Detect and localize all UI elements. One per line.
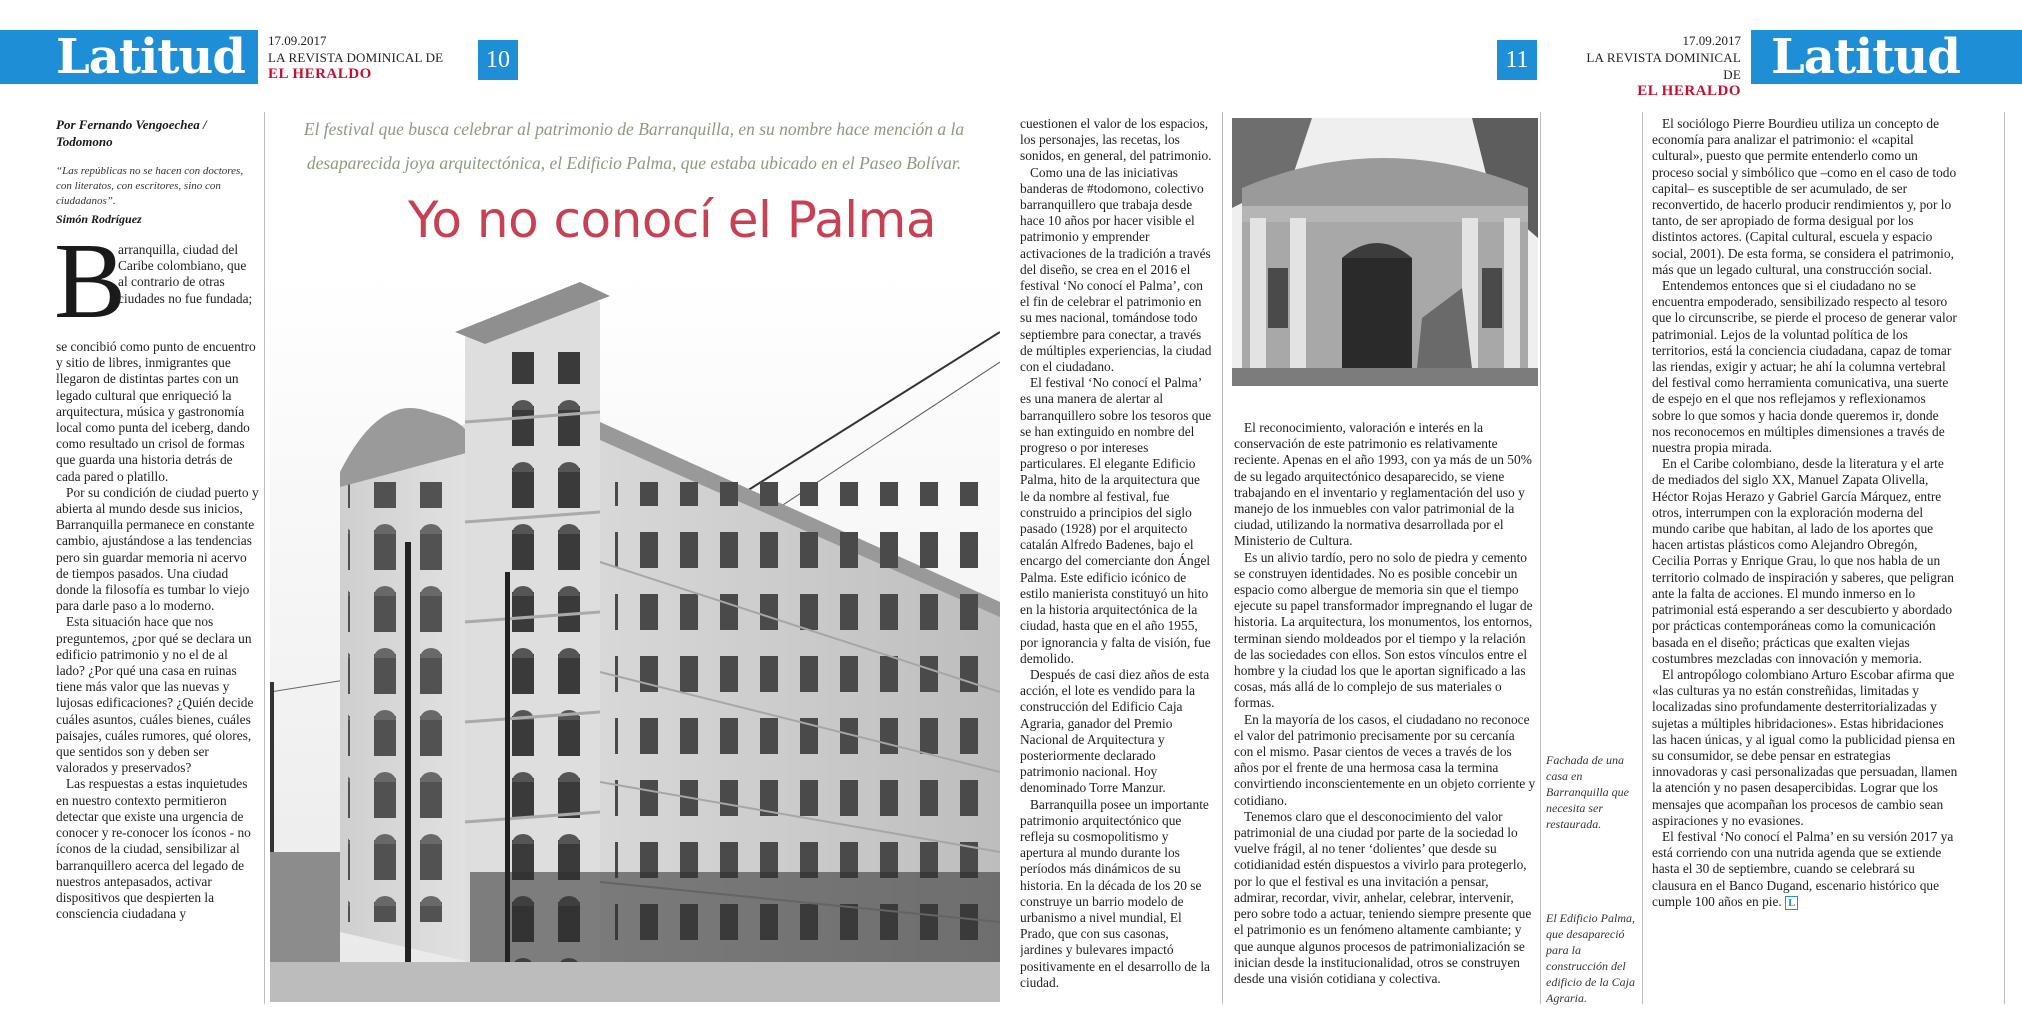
latitud-logo-left <box>0 30 258 84</box>
column-rule <box>264 112 265 1004</box>
page-number-left: 10 <box>478 40 518 80</box>
lead-paragraph: arranquilla, ciudad del Caribe colombiano, que al contrario de otras ciudades no fue fundada; <box>118 242 253 306</box>
column-rule <box>1222 112 1223 1004</box>
issue-date-left: 17.09.2017 <box>268 33 327 48</box>
photo-caption-house: Fachada de una casa en Barranquilla que necesita ser restaurada. <box>1546 753 1629 831</box>
ruined-house-photo <box>1232 118 1538 386</box>
drop-cap: B <box>54 222 127 341</box>
headline: Yo no conocí el Palma <box>408 191 937 249</box>
column-4 <box>1652 116 1958 1004</box>
end-mark-icon: L <box>1785 896 1798 910</box>
paper-name-left: EL HERALDO <box>268 66 372 82</box>
historic-building-photo <box>270 272 1000 1002</box>
paper-name-right: EL HERALDO <box>1637 83 1741 99</box>
paragraph: Las respuestas a estas inquietudes en nuestro contexto permitieron detectar que existe una urgencia de conocer y re-conocer los íconos - no íconos de la ciudad, sensibilizar al barranquillero acerca del legado de nuestros antepasados, activar dispositivos que despierten la consciencia ciudadana y <box>56 776 251 922</box>
paragraph: Por su condición de ciudad puerto y abierta al mundo desde sus inicios, Barranquilla permanece en constante cambio, ajustándose a las tendencias pero sin guardar memoria ni acervo de tiempos pasados. Una ciudad donde la filosofía es tumbar lo viejo para darle paso a lo moderno. <box>56 484 259 614</box>
masthead-left <box>268 32 443 83</box>
latitud-logo-text-left: Latitud <box>56 29 245 85</box>
kicker: El festival que busca celebrar al patrimonio de Barranquilla, en su nombre hace mención a la desaparecida joya arquitectónica, el Edificio Palma, que estaba ubicado en el Paseo Bolívar. <box>303 119 965 173</box>
paragraph: Tenemos claro que el desconocimiento del valor patrimonial de una ciudad por parte de la sociedad lo vuelve frágil, al no tener ‘dolientes’ que desde su cotidianidad estén dispuestos a vivirlo para protegerlo, por lo que el festival es una invitación a pensar, admirar, recordar, vivir, anhelar, celebrar, intervenir, pero sobre todo a actuar, teniendo siempre presente que el patrimonio es un fenómeno altamente cambiante; y que aunque algunos procesos de patrimonialización se inician desde la institucionalidad, otros se construyen desde una visión cotidiana y colectiva. <box>1234 808 1532 986</box>
epigraph-author: Simón Rodríguez <box>56 212 142 226</box>
column-rule <box>1642 112 1643 1004</box>
column-rule <box>2004 112 2005 1004</box>
paragraph <box>1652 829 1958 911</box>
latitud-logo-text-right: Latitud <box>1771 29 1960 85</box>
column-1-lead <box>118 242 258 338</box>
paragraph: El sociólogo Pierre Bourdieu utiliza un concepto de economía para analizar el patrimonio: el «capital cultural», puesto que permite entenderlo como un proceso social y simbólico que –como en el caso de todo capital– es susceptible de ser acumulado, de ser reconvertido, de hacerlo producir rendimientos y, por lo tanto, de ser apropiado de forma desigual por los distintos actores. (Capital cultural, escuela y espacio social, 2001). De esta forma, se considera el patrimonio, más que un legado cultural, una construcción social. <box>1652 116 1957 277</box>
paragraph: Como una de las iniciativas banderas de #todomono, colectivo barranquillero que trabaja desde hace 10 años por hacer visible el patrimonio y emprender activaciones de la tradición a través del diseño, se crea en el 2016 el festival ‘No conocí el Palma’, con el fin de celebrar el patrimonio en su mes nacional, tomándose todo septiembre para conectar, a través de múltiples experiencias, la ciudad con el ciudadano. <box>1020 164 1212 375</box>
paragraph: En el Caribe colombiano, desde la literatura y el arte de mediados del siglo XX, Manuel Zapata Olivella, Héctor Rojas Herazo y Gabriel García Márquez, entre otros, interrumpen con la exploración moderna del mundo caribe que habitan, al lado de los aportes que hacen artistas plásticos como Alejandro Obregón, Cecilia Porras y Enrique Grau, lo que nos habla de un territorio colmado de inspiración y saberes, que peligran ante la falta de acciones. El mundo inmerso en lo patrimonial está esperando a ser descubierto y abordado por prácticas contemporáneas como la comunicación basada en el diseño; prácticas que exalten viejas costumbres mezcladas con innovación y memoria. <box>1652 456 1954 666</box>
column-rule <box>1540 112 1541 1004</box>
paragraph: Después de casi diez años de esta acción, el lote es vendido para la construcción del Edificio Caja Agraria, ganador del Premio Nacional de Arquitectura y posteriormente declarado patrimonio nacional. Hoy denominado Torre Manzur. <box>1020 666 1210 796</box>
paragraph: Barranquilla posee un importante patrimonio arquitectónico que refleja su cosmopolitismo y apertura al mundo durante los períodos más dinámicos de su historia. En la década de los 20 se construye un barrio modelo de urbanismo a nivel mundial, El Prado, que con sus casonas, jardines y bulevares impactó positivamente en el desarrollo de la ciudad. <box>1020 796 1211 990</box>
magazine-label-right: LA REVISTA DOMINICAL DE <box>1586 50 1741 82</box>
masthead-right <box>1583 32 1741 100</box>
photo-caption-palma: El Edificio Palma, que desapareció para la construcción del edificio de la Caja Agraria. <box>1546 911 1635 1005</box>
paragraph: cuestionen el valor de los espacios, los personajes, las recetas, los sonidos, en general, del patrimonio. <box>1020 116 1212 164</box>
epigraph: “Las repúblicas no se hacen con doctores, con literatos, con escritores, sino con ciudadanos”. <box>56 165 244 207</box>
column-1 <box>56 339 260 1001</box>
paragraph: El festival ‘No conocí el Palma’ es una manera de alertar al barranquillero sobre los tesoros que se han extinguido en nombre del progreso o por intereses particulares. El elegante Edificio Palma, hito de la arquitectura que le da nombre al festival, fue construido a principios del siglo pasado (1928) por el arquitecto catalán Alfredo Badenes, bajo el encargo del comerciante don Ángel Palma. Este edificio icónico de estilo manierista constituyó un hito en la historia arquitectónica de la ciudad, hasta que en el año 1955, por ignorancia y falta de visión, fue demolido. <box>1020 375 1212 666</box>
closing-paragraph: El festival ‘No conocí el Palma’ en su versión 2017 ya está corriendo con una nutrida agenda que se extiende hasta el 30 de septiembre, cuando se celebrará su clausura en el Banco Dugand, escenario histórico que cumple 100 años en pie. <box>1652 828 1954 909</box>
magazine-label-left: LA REVISTA DOMINICAL DE <box>268 50 444 65</box>
paragraph: Esta situación hace que nos preguntemos, ¿por qué se declara un edificio patrimonio y no el de al lado? ¿Por qué una casa en ruinas tiene más valor que las nuevas y lujosas edificaciones? ¿Quién decide cuáles asuntos, cuáles bienes, cuáles paisajes, cuáles rumores, qué olores, que sentidos son y deben ser valorados y preservados? <box>56 614 254 776</box>
byline: Por Fernando Vengoechea / Todomono <box>56 117 207 149</box>
paragraph: se concibió como punto de encuentro y sitio de libres, inmigrantes que llegaron de distintas partes con un legado cultural que enriqueció la arquitectura, música y gastronomía local como punta del iceberg, dando como resultado un crisol de formas que guarda una historia detrás de cada pared o platillo. <box>56 339 256 484</box>
paragraph: Es un alivio tardío, pero no solo de piedra y cemento se construyen identidades. No es posible concebir un espacio como albergue de memoria sin que el tiempo ejecute su papel transformador impregnando el lugar de historia. La arquitectura, los monumentos, los entornos, terminan siendo moldeados por el tiempo y la relación de las sociedades con ellos. Son estos vínculos entre el hombre y la ciudad los que le aportan significado a las cosas, más allá de lo complejo de sus materiales o formas. <box>1234 549 1533 711</box>
paragraph: En la mayoría de los casos, el ciudadano no reconoce el valor del patrimonio precisamente por su cercanía con el mismo. Pasar cientos de veces a través de los años por el frente de una hermosa casa la termina convirtiendo inconscientemente en un objeto corriente y cotidiano. <box>1234 711 1536 808</box>
issue-date-right: 17.09.2017 <box>1682 33 1741 48</box>
paragraph: El reconocimiento, valoración e interés en la conservación de este patrimonio es relativamente reciente. Apenas en el año 1993, con ya más de un 50% de su legado arquitectónico desaparecido, se viene trabajando en el inventario y reglamentación del uso y manejo de los inmuebles con valor patrimonial de la ciudad, utilizando la normativa desarrollada por el Ministerio de Cultura. <box>1234 420 1532 549</box>
page-number-right: 11 <box>1497 40 1537 80</box>
latitud-logo-right <box>1751 30 2022 84</box>
column-3 <box>1234 420 1536 1008</box>
paragraph: Entendemos entonces que si el ciudadano no se encuentra empoderado, sensibilizado respecto al tesoro que lo circunscribe, se pierde el proceso de generar valor patrimonial. Lejos de la voluntad política de los territorios, está la conciencia ciudadana, capaz de tomar las riendas, exigir y actuar; he ahí la columna vertebral del festival como herramienta comunicativa, una suerte de espejo en el que nos reflejamos y reflexionamos sobre lo que somos y hacia donde queremos ir, donde nos reconocemos en múltiples dimensiones a través de nuestra propia mirada. <box>1652 278 1957 456</box>
paragraph: El antropólogo colombiano Arturo Escobar afirma que «las culturas ya no están constreñidas, limitadas y localizadas sino profundamente desterritorializadas y sujetas a múltiples hibridaciones». Estas hibridaciones las hacen únicas, y al igual como la publicidad piensa en su consumidor, se debe pensar en estrategias innovadoras y casi personalizadas que persuadan, llamen la atención y no pasen desapercibidas. Lograr que los mensajes que acompañan los procesos de cambio sean aspiraciones y no evasiones. <box>1652 666 1958 828</box>
column-2 <box>1020 116 1212 1004</box>
